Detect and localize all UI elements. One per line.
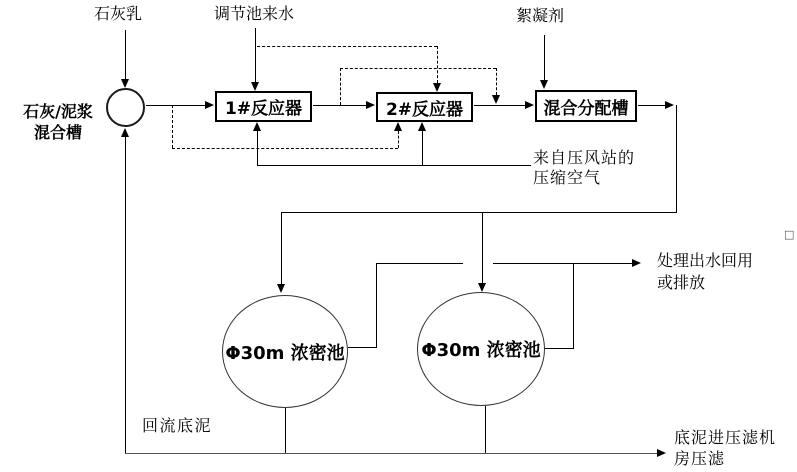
mixer-to-reactor1-line — [146, 105, 206, 106]
treated-water-line-seg1 — [376, 263, 463, 264]
air-to-reactor2-arrowhead — [418, 122, 426, 131]
thickener2-overflow-riser — [573, 263, 574, 348]
thickener1-overflow-line — [348, 347, 377, 348]
compressed-air-label — [533, 148, 635, 188]
treated-water-label-line2: 或排放 — [657, 273, 706, 292]
flocculant-label: 絮凝剂 — [516, 6, 565, 25]
reactor2-bypass-arrowhead — [492, 95, 500, 104]
reactor1-box — [215, 91, 312, 122]
treated-water-label — [657, 250, 753, 294]
reactor2-bypass-dashed-h — [340, 68, 496, 69]
treated-water-line-seg2 — [493, 263, 632, 264]
dist-out-line — [638, 105, 666, 106]
distribution-tank-box — [535, 90, 637, 122]
flocculant-arrowhead — [540, 80, 548, 89]
return-sludge-line — [125, 136, 126, 453]
thickener1-underflow-line — [285, 408, 286, 453]
sludge-out-label-line1: 底泥进压滤机 — [674, 428, 777, 447]
reactor1-label: 1#反应器 — [224, 99, 303, 119]
thickener2-label: Φ30m 浓密池 — [421, 340, 541, 361]
air-to-reactor1-arrowhead — [253, 122, 261, 131]
reactor2-box — [376, 92, 473, 122]
treated-water-label-line1: 处理出水回用 — [657, 251, 754, 270]
thickener1-feed-arrowhead — [277, 284, 285, 293]
dist-down-line — [676, 105, 677, 212]
feed-bypass-dashed-h — [257, 46, 437, 47]
reactor1-to-reactor2-line — [313, 105, 367, 106]
stray-square-artifact: □ — [784, 228, 795, 241]
thickener1-node — [222, 295, 348, 408]
thickener2-node — [417, 292, 545, 406]
mixing-tank-node — [106, 88, 145, 127]
compressed-air-label-line2: 压缩空气 — [533, 168, 602, 187]
reactor2-bypass-dashed-v2 — [496, 68, 497, 95]
slurry-bypass-dashed-h — [172, 148, 398, 149]
lime-milk-label: 石灰乳 — [94, 4, 143, 23]
mixing-tank-label-line2: 混合槽 — [33, 123, 82, 142]
reactor1-to-reactor2-arrowhead — [366, 101, 375, 109]
thickener2-feed-line — [482, 212, 483, 283]
mixing-tank-label-line1: 石灰/泥浆 — [23, 102, 93, 121]
feed-bypass-dashed-v — [437, 46, 438, 83]
lime-milk-arrowhead — [121, 79, 129, 88]
air-to-reactor2-line — [422, 131, 423, 165]
thickener-header-line — [281, 212, 677, 213]
slurry-bypass-dashed-v1 — [172, 105, 173, 148]
thickener2-underflow-line — [485, 406, 486, 453]
compressed-air-label-line1: 来自压风站的 — [533, 148, 636, 167]
feed-water-label: 调节池来水 — [214, 4, 295, 23]
reactor2-label: 2#反应器 — [385, 99, 464, 120]
sludge-out-label-line2: 房压滤 — [674, 449, 726, 468]
reactor2-to-dist-line — [474, 105, 526, 106]
mixing-tank-label — [8, 101, 108, 143]
reactor2-bypass-dashed-v1 — [340, 68, 341, 105]
feed-water-arrowhead — [251, 82, 259, 91]
sludge-out-label — [674, 427, 776, 469]
sludge-out-arrowhead — [657, 449, 666, 457]
thickener2-feed-arrowhead — [478, 283, 486, 292]
compressed-air-line — [257, 165, 531, 166]
feed-water-line — [255, 28, 256, 83]
flocculant-line — [544, 35, 545, 81]
return-sludge-label: 回流底泥 — [142, 416, 213, 435]
thickener1-feed-line — [281, 212, 282, 284]
lime-milk-line — [125, 30, 126, 80]
thickener1-overflow-riser — [376, 263, 377, 347]
feed-bypass-arrowhead — [433, 83, 441, 92]
dist-out-arrowhead — [665, 101, 674, 109]
reactor2-to-dist-arrowhead — [525, 101, 534, 109]
thickener1-label: Φ30m 浓密池 — [225, 342, 345, 364]
mixer-to-reactor1-arrowhead — [205, 101, 214, 109]
return-sludge-arrowhead — [121, 128, 129, 137]
distribution-tank-label: 混合分配槽 — [543, 98, 629, 119]
air-to-reactor1-line — [257, 131, 258, 165]
slurry-bypass-arrowhead — [394, 122, 402, 131]
bottom-sludge-line — [125, 453, 657, 454]
thickener2-overflow-line — [545, 348, 574, 349]
treated-water-arrowhead — [632, 259, 641, 267]
slurry-bypass-dashed-v2 — [398, 131, 399, 148]
